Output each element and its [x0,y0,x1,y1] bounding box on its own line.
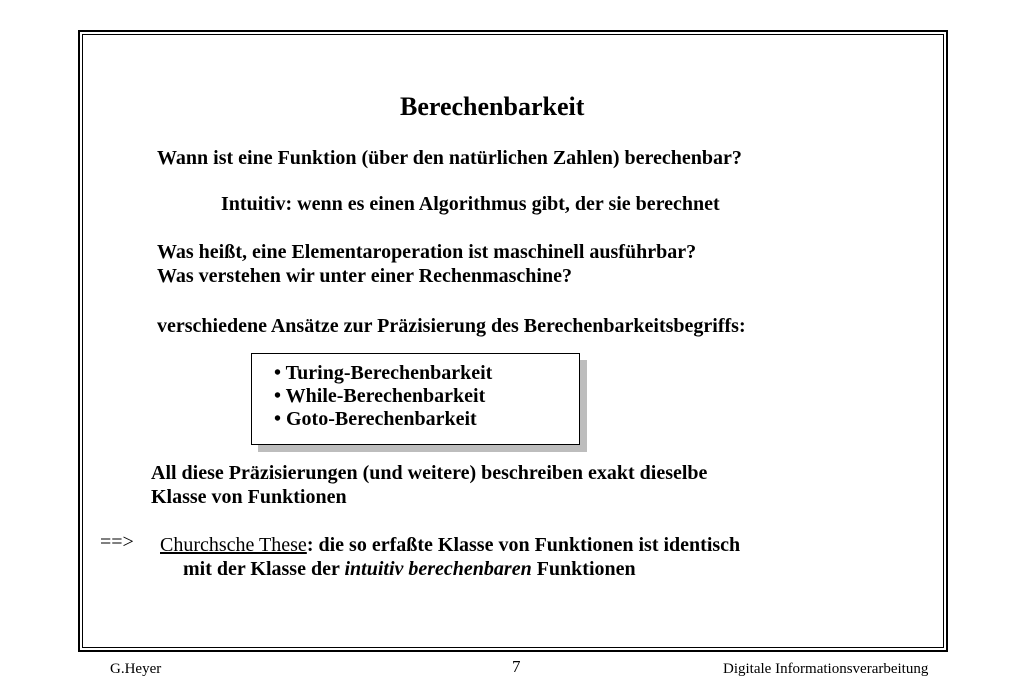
list-item: • While-Berechenbarkeit [274,385,486,407]
slide-title: Berechenbarkeit [400,92,585,121]
question-computable: Wann ist eine Funktion (über den natürlichen Zahlen) berechenbar? [157,147,742,169]
list-item: • Turing-Berechenbarkeit [274,362,493,384]
church-thesis-line-2 [183,557,636,581]
church-thesis-statement: : die so erfaßte Klasse von Funktionen ist identisch [306,534,741,556]
church-thesis-line-1 [160,533,740,557]
intuitive-computable-term: intuitiv berechenbaren [344,558,532,580]
church-thesis-text-b: Funktionen [531,558,636,580]
approaches-heading: verschiedene Ansätze zur Präzisierung des Berechenbarkeitsbegriffs: [157,315,746,337]
church-thesis-text-a: mit der Klasse der [183,558,345,580]
list-item: • Goto-Berechenbarkeit [274,408,477,430]
equivalence-line-2: Klasse von Funktionen [151,486,347,508]
implication-arrow: ==> [100,531,134,553]
question-computing-machine: Was verstehen wir unter einer Rechenmaschine? [157,265,572,287]
intuitive-definition: Intuitiv: wenn es einen Algorithmus gibt, der sie berechnet [221,193,720,215]
question-elementary-operation: Was heißt, eine Elementaroperation ist maschinell ausführbar? [157,241,697,263]
approaches-list [252,354,579,431]
equivalence-line-1: All diese Präzisierungen (und weitere) beschreiben exakt dieselbe [151,462,708,484]
footer-course: Digitale Informationsverarbeitung [723,661,929,677]
footer-author: G.Heyer [110,661,162,677]
church-thesis-term: Churchsche These [160,534,307,556]
page-number: 7 [512,657,521,676]
approaches-box [251,353,580,445]
